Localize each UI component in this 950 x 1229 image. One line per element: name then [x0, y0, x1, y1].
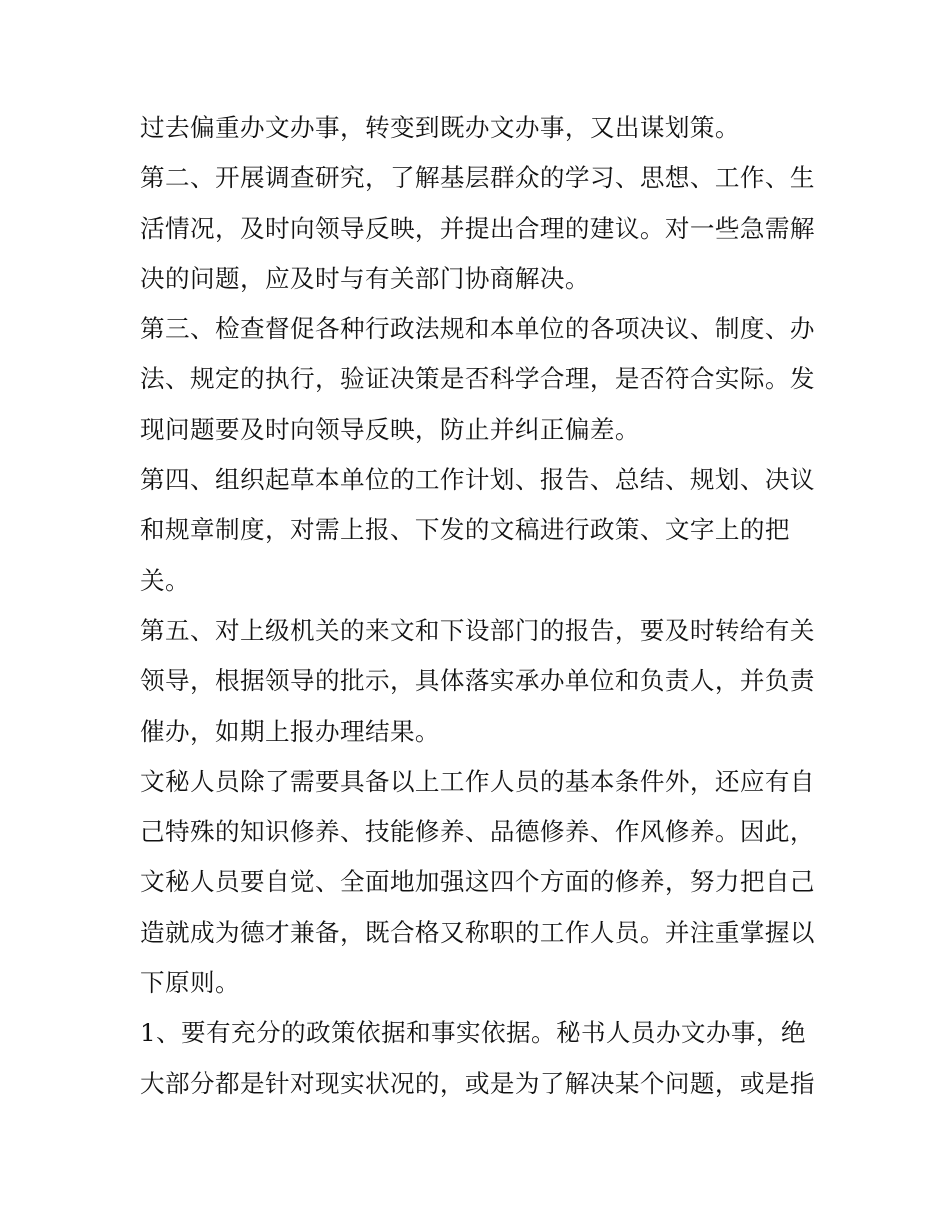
text-line: 活情况，及时向领导反映，并提出合理的建议。对一些急需解 — [140, 213, 815, 243]
text-line: 下原则。 — [140, 968, 240, 998]
text-line: 和规章制度，对需上报、下发的文稿进行政策、文字上的把 — [140, 515, 790, 545]
text-line: 第三、检查督促各种行政法规和本单位的各项决议、制度、办 — [140, 314, 815, 344]
text-line: 第五、对上级机关的来文和下设部门的报告，要及时转给有关 — [140, 615, 815, 645]
text-line: 过去偏重办文办事，转变到既办文办事，又出谋划策。 — [140, 113, 740, 142]
text-line: 关。 — [140, 565, 190, 595]
text-line: 现问题要及时向领导反映，防止并纠正偏差。 — [140, 414, 640, 444]
text-line: 文秘人员除了需要具备以上工作人员的基本条件外，还应有自 — [140, 766, 815, 796]
text-line: 造就成为德才兼备，既合格又称职的工作人员。并注重掌握以 — [140, 917, 815, 947]
text-line: 文秘人员要自觉、全面地加强这四个方面的修养，努力把自己 — [140, 867, 815, 897]
document-body — [140, 103, 815, 1109]
text-line: 决的问题，应及时与有关部门协商解决。 — [140, 263, 590, 293]
text-line: 1、要有充分的政策依据和事实依据。秘书人员办文办事，绝 — [140, 1018, 806, 1048]
text-line: 催办，如期上报办理结果。 — [140, 716, 440, 746]
text-line: 领导，根据领导的批示，具体落实承办单位和负责人，并负责 — [140, 666, 815, 696]
text-line: 第四、组织起草本单位的工作计划、报告、总结、规划、决议 — [140, 465, 815, 495]
text-line: 己特殊的知识修养、技能修养、品德修养、作风修养。因此， — [140, 817, 815, 847]
text-line: 第二、开展调查研究，了解基层群众的学习、思想、工作、生 — [140, 163, 815, 193]
text-line: 法、规定的执行，验证决策是否科学合理，是否符合实际。发 — [140, 364, 815, 394]
text-line: 大部分都是针对现实状况的，或是为了解决某个问题，或是指 — [140, 1068, 815, 1098]
